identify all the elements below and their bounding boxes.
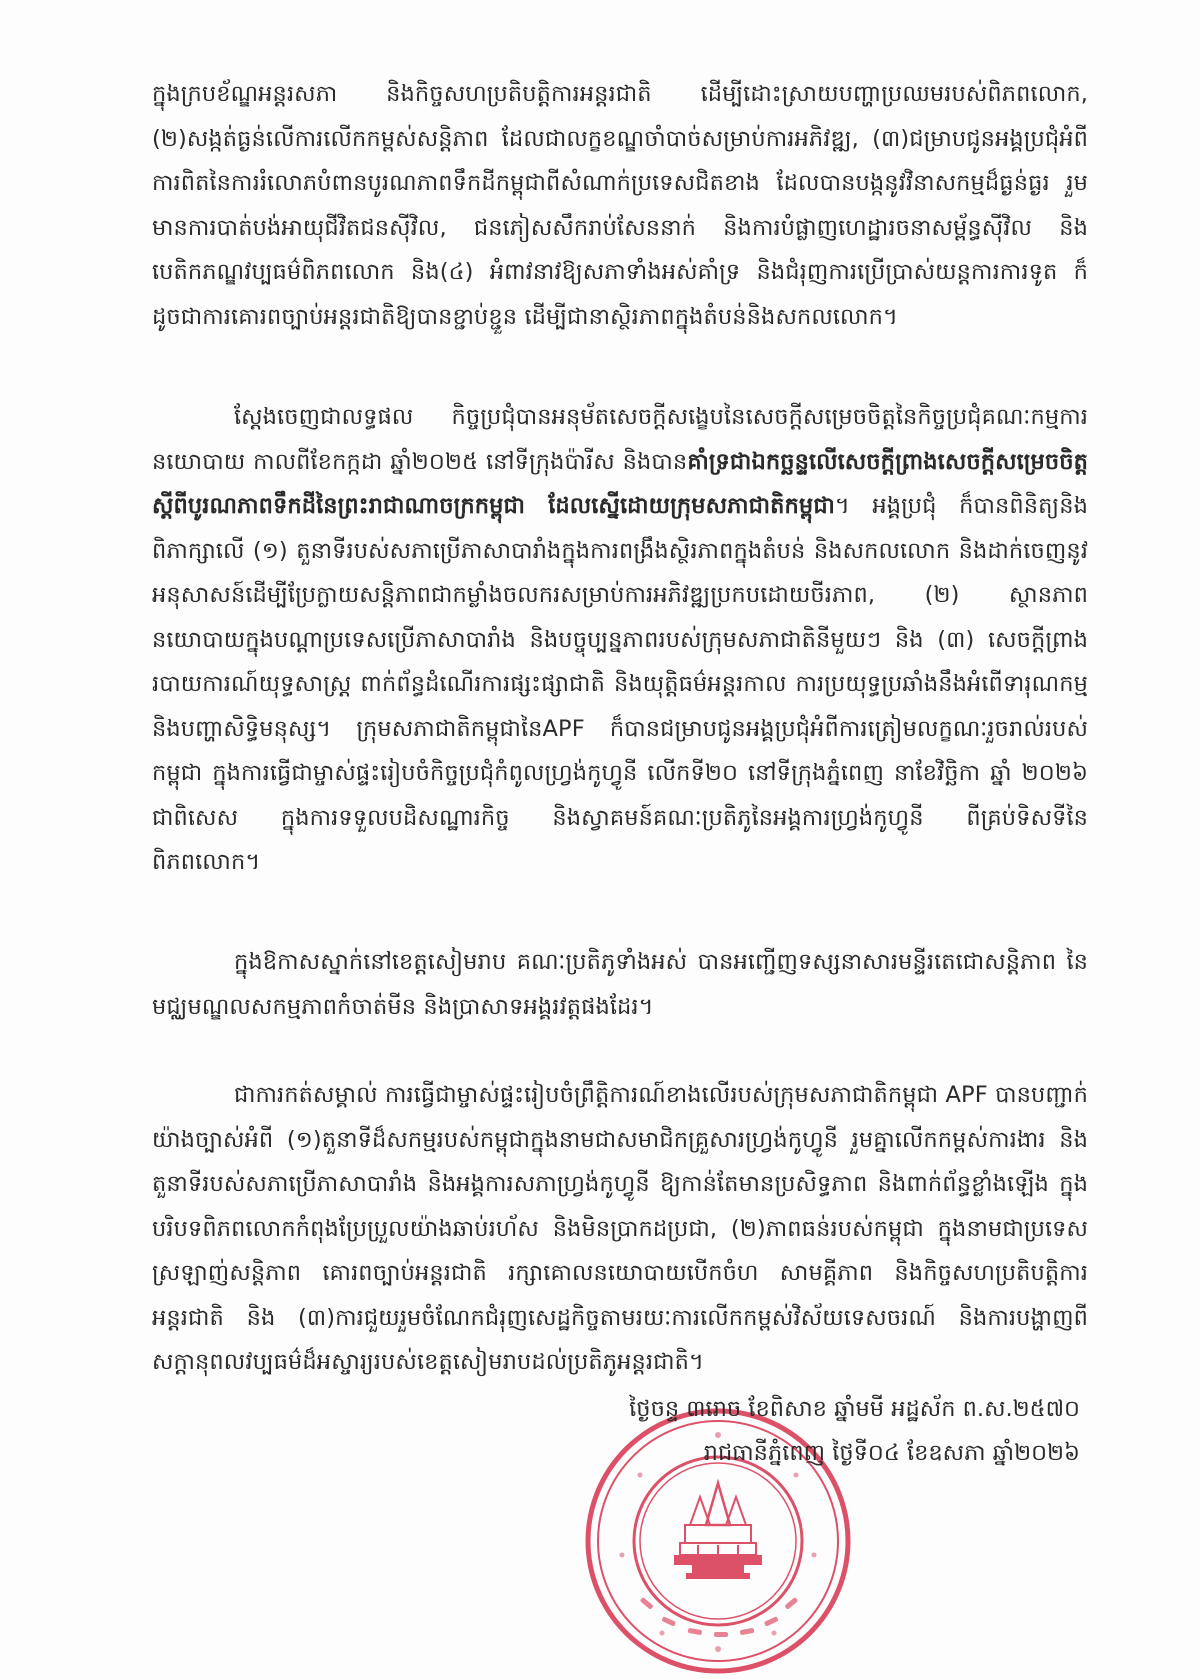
solar-date: រាជធានីភ្នំពេញ ថ្ងៃទី០៤ ខែឧសភា ឆ្នាំ២០២៦ <box>703 1440 1080 1466</box>
paragraph-2-intro: ស្តែងចេញជាលទ្ធផល កិច្ចប្រជុំបានអនុម័តសេចក្តីសង្ខេបនៃសេចក្តីសម្រេចចិត្តនៃកិច្ចប្រជុំគណៈកម្មការនយោបាយ កាលពីខែកក្កដា ឆ្នាំ២០២៥ នៅទីក្រុងប៉ារីស និងបាន <box>152 404 1088 475</box>
paragraph-2 <box>152 395 1088 885</box>
lunar-date: ថ្ងៃចន្ទ ៣រោច ខែពិសាខ ឆ្នាំមមី អដ្ឋស័ក ព.ស.២៥៧០ <box>629 1396 1080 1422</box>
date-signature-block <box>560 1387 1080 1475</box>
paragraph-1: ក្នុងក្របខ័ណ្ឌអន្តរសភា និងកិច្ចសហប្រតិបត្តិការអន្តរជាតិ ដើម្បីដោះស្រាយបញ្ហាប្រឈមរបស់ពិភពលោក, (២)សង្កត់ធ្ងន់លើការលើកកម្ពស់សន្តិភាព ដែលជាលក្ខខណ្ឌចាំបាច់សម្រាប់ការអភិវឌ្ឍ, (៣)ជម្រាបជូនអង្គប្រជុំអំពីការពិតនៃការរំលោភបំពានបូរណភាពទឹកដីកម្ពុជាពីសំណាក់ប្រទេសជិតខាង ដែលបានបង្កនូវវិនាសកម្មដ៏ធ្ងន់ធ្ងរ រួមមានការបាត់បង់អាយុជីវិតជនស៊ីវិល, ជនភៀសសឹករាប់សែននាក់ និងការបំផ្លាញហេដ្ឋារចនាសម្ព័ន្ធស៊ីវិល និងបេតិកភណ្ឌវប្បធម៌ពិភពលោក និង(៤) អំពាវនាវឱ្យសភាទាំងអស់គាំទ្រ និងជំរុញការប្រើប្រាស់យន្តការការទូត ក៏ដូចជាការគោរពច្បាប់អន្តរជាតិឱ្យបានខ្ជាប់ខ្ជួន ដើម្បីជានាស្ថិរភាពក្នុងតំបន់និងសកលលោក។ <box>152 81 1088 330</box>
paragraph-2-rest: ។ អង្គប្រជុំ ក៏បានពិនិត្យនិងពិភាក្សាលើ (១) តួនាទីរបស់សភាប្រើភាសាបារាំងក្នុងការពង្រឹងស្ថិរភាពក្នុងតំបន់ និងសកលលោក និងដាក់ចេញនូវអនុសាសន៍ដើម្បីប្រែក្លាយសន្តិភាពជាកម្លាំងចលករសម្រាប់ការអភិវឌ្ឍប្រកបដោយចីរភាព, (២) ស្ថានភាពនយោបាយក្នុងបណ្តាប្រទេសប្រើភាសាបារាំង និងបច្ចុប្បន្នភាពរបស់ក្រុមសភាជាតិនីមួយៗ និង (៣) សេចក្តីព្រាងរបាយការណ៍យុទ្ធសាស្ត្រ ពាក់ព័ន្ធដំណើរការផ្សះផ្សាជាតិ និងយុត្តិធម៌អន្តរកាល ការប្រយុទ្ធប្រឆាំងនឹងអំពើទារុណកម្ម និងបញ្ហាសិទ្ធិមនុស្ស។ ក្រុមសភាជាតិកម្ពុជានៃAPF ក៏បានជម្រាបជូនអង្គប្រជុំអំពីការត្រៀមលក្ខណៈរួចរាល់របស់កម្ពុជា ក្នុងការធ្វើជាម្ចាស់ផ្ទះរៀបចំកិច្ចប្រជុំកំពូលហ្វ្រង់កូហ្វូនី លើកទី២០ នៅទីក្រុងភ្នំពេញ នាខែវិច្ឆិកា ឆ្នាំ ២០២៦ ជាពិសេស ក្នុងការទទួលបដិសណ្ឋារកិច្ច និងស្វាគមន៍គណៈប្រតិភូនៃអង្គការហ្វ្រង់កូហ្វូនី ពីគ្រប់ទិសទីនៃពិភពលោក។ <box>152 493 1088 875</box>
paragraph-2-emphasis: គាំទ្រជាឯកច្ឆន្ទលើសេចក្តីព្រាងសេចក្តីសម្រេចចិត្តស្តីពីបូរណភាពទឹកដីនៃព្រះរាជាណាចក្រកម្ពុជា ដែលស្នើដោយក្រុមសភាជាតិកម្ពុជា <box>152 448 1088 519</box>
paragraph-4: ជាការកត់សម្គាល់ ការធ្វើជាម្ចាស់ផ្ទះរៀបចំព្រឹត្តិការណ៍ខាងលើរបស់ក្រុមសភាជាតិកម្ពុជា APF បានបញ្ជាក់យ៉ាងច្បាស់អំពី (១)តួនាទីដ៏សកម្មរបស់កម្ពុជាក្នុងនាមជាសមាជិកគ្រួសារហ្វ្រង់កូហ្វូនី រួមគ្នាលើកកម្ពស់ការងារ និងតួនាទីរបស់សភាប្រើភាសាបារាំង និងអង្គការសភាហ្វ្រង់កូហ្វូនី ឱ្យកាន់តែមានប្រសិទ្ធភាព និងពាក់ព័ន្ធខ្លាំងឡើង ក្នុងបរិបទពិភពលោកកំពុងប្រែប្រួលយ៉ាងឆាប់រហ័ស និងមិនប្រាកដប្រជា, (២)ភាពធន់របស់កម្ពុជា ក្នុងនាមជាប្រទេសស្រឡាញ់សន្តិភាព គោរពច្បាប់អន្តរជាតិ រក្សាគោលនយោបាយបើកចំហ សាមគ្គីភាព និងកិច្ចសហប្រតិបត្តិការអន្តរជាតិ និង (៣)ការជួយរួមចំណែកជំរុញសេដ្ឋកិច្ចតាមរយៈការលើកកម្ពស់វិស័យទេសចរណ៍ និងការបង្ហាញពីសក្តានុពលវប្បធម៌ដ៏អស្ចារ្យរបស់ខេត្តសៀមរាបដល់ប្រតិភូអន្តរជាតិ។ <box>152 1082 1088 1375</box>
paragraph-3: ក្នុងឱកាសស្នាក់នៅខេត្តសៀមរាប គណៈប្រតិភូទាំងអស់ បានអញ្ជើញទស្សនាសារមន្ទីរតេជោសន្តិភាព នៃមជ្ឈមណ្ឌលសកម្មភាពកំចាត់មីន និងប្រាសាទអង្គរវត្តផងដែរ។ <box>152 949 1088 1020</box>
